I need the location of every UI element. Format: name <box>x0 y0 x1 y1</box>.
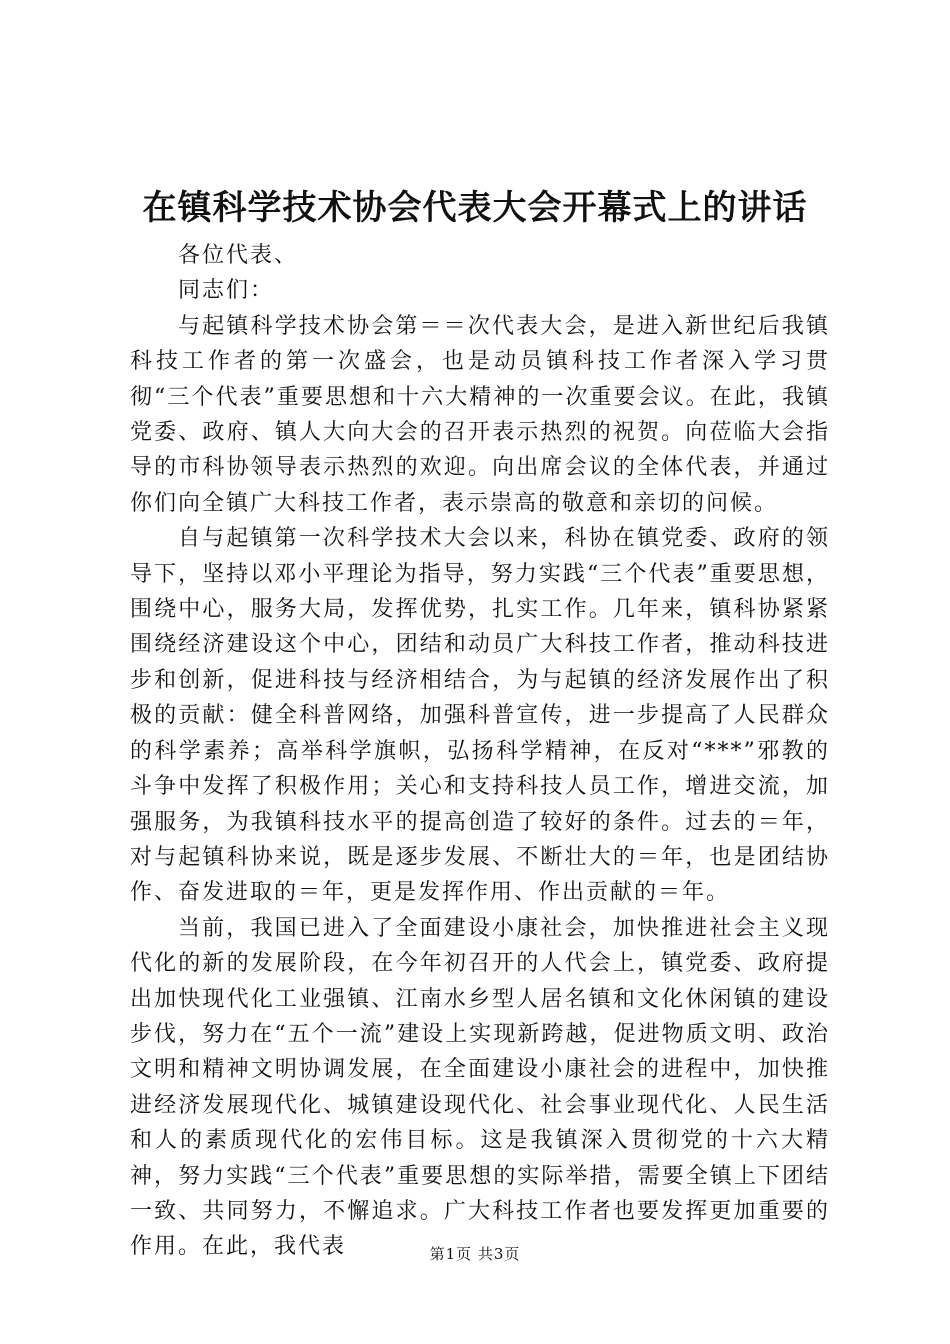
paragraph-2: 自与起镇第一次科学技术大会以来，科协在镇党委、政府的领导下，坚持以邓小平理论为指导，努力实践“三个代表”重要思想，围绕中心，服务大局，发挥优势，扎实工作。几年来，镇科协紧紧围绕经济建设这个中心，团结和动员广大科技工作者，推动科技进步和创新，促进科技与经济相结合，为与起镇的经济发展作出了积极的贡献：健全科普网络，加强科普宣传，进一步提高了人民群众的科学素养；高举科学旗帜，弘扬科学精神，在反对“***”邪教的斗争中发挥了积极作用；关心和支持科技人员工作，增进交流，加强服务，为我镇科技水平的提高创造了较好的条件。过去的＝年，对与起镇科协来说，既是逐步发展、不断壮大的＝年，也是团结协作、奋发进取的＝年，更是发挥作用、作出贡献的＝年。 <box>130 526 830 906</box>
salutation-line-1: 各位代表、 <box>178 243 299 268</box>
document-title: 在镇科学技术协会代表大会开幕式上的讲话 <box>142 188 808 228</box>
salutation-line-2: 同志们： <box>178 278 275 304</box>
document-body <box>130 238 830 1265</box>
paragraph-3: 当前，我国已进入了全面建设小康社会，加快推进社会主义现代化的新的发展阶段，在今年初召开的人代会上，镇党委、政府提出加快现代化工业强镇、江南水乡型人居名镇和文化休闲镇的建设步伐，努力在“五个一流”建设上实现新跨越，促进物质文明、政治文明和精神文明协调发展，在全面建设小康社会的进程中，加快推进经济发展现代化、城镇建设现代化、社会事业现代化、人民生活和人的素质现代化的宏伟目标。这是我镇深入贯彻党的十六大精神，努力实践“三个代表”重要思想的实际举措，需要全镇上下团结一致、共同努力，不懈追求。广大科技工作者也要发挥更加重要的作用。在此，我代表 <box>130 915 830 1260</box>
page-footer: 第1页 共3页 <box>429 1245 521 1263</box>
paragraph-1: 与起镇科学技术协会第＝＝次代表大会，是进入新世纪后我镇科技工作者的第一次盛会，也是动员镇科技工作者深入学习贯彻“三个代表”重要思想和十六大精神的一次重要会议。在此，我镇党委、政府、镇人大向大会的召开表示热烈的祝贺。向莅临大会指导的市科协领导表示热烈的欢迎。向出席会议的全体代表，并通过你们向全镇广大科技工作者，表示崇高的敬意和亲切的问候。 <box>130 313 830 516</box>
